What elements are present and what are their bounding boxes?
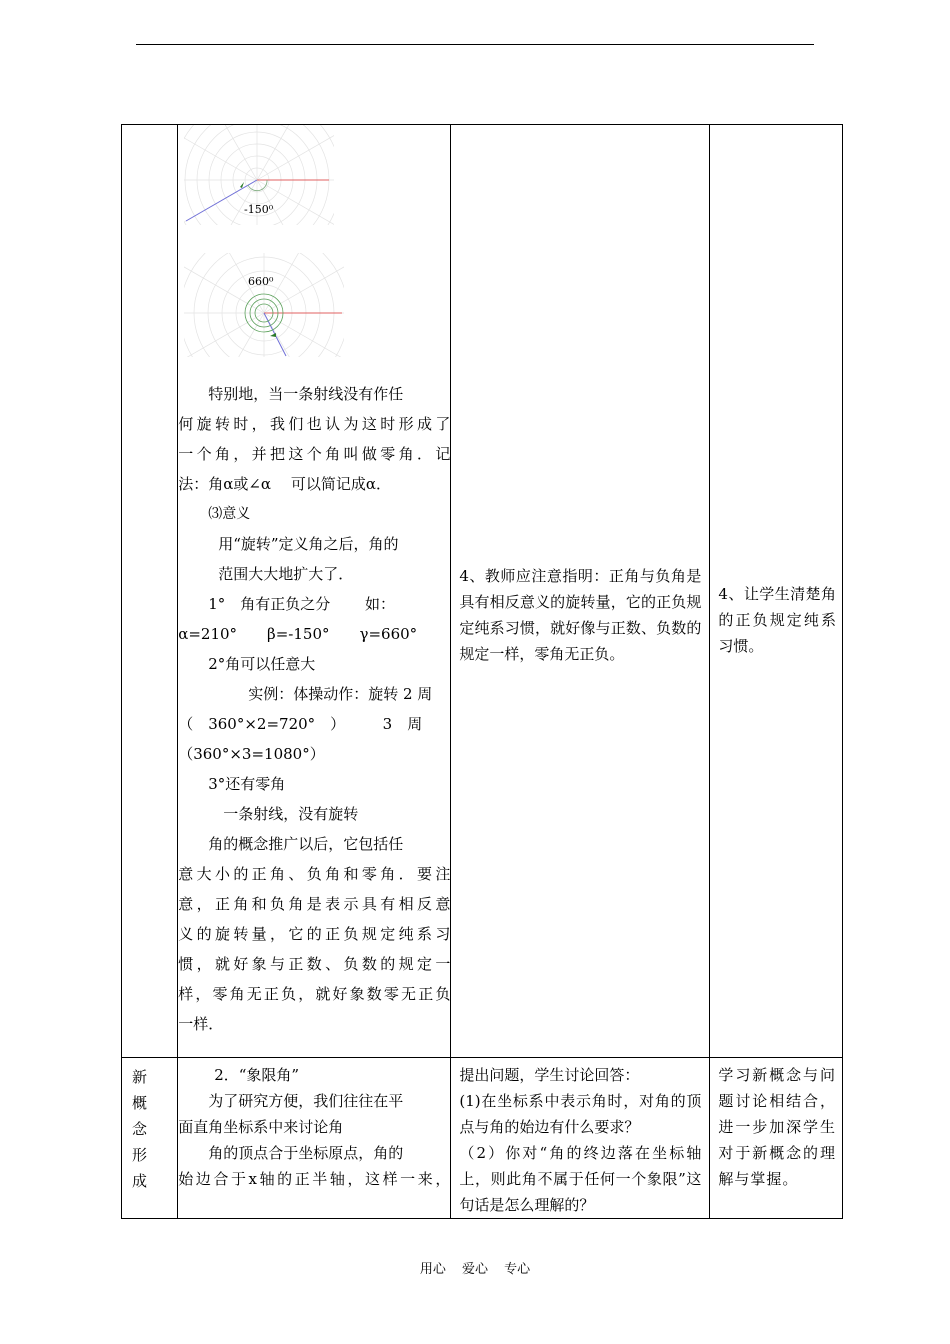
section-title: 2．“象限角”: [214, 1066, 300, 1084]
stage-cell: [122, 1058, 178, 1219]
stage-char: 成: [132, 1172, 148, 1190]
design-goal: 学习新概念与问题讨论相结合，进一步加深学生对于新概念的理解与掌握。: [718, 1066, 836, 1188]
point-2-calc-2: （360°×3=1080°）: [178, 745, 325, 763]
zero-angle-line-1: 特别地，当一条射线没有作任: [208, 385, 404, 403]
section-line-2: 面直角坐标系中来讨论角: [178, 1118, 344, 1136]
meaning-line-1: 用“旋转”定义角之后，角的: [218, 535, 399, 553]
page-footer: [0, 1258, 950, 1277]
point-1-line-2: α=210° β=-150° γ=660°: [178, 625, 418, 643]
activity-cell: [451, 1058, 710, 1219]
activity-question-1: (1)在坐标系中表示角时，对角的顶点与角的始边有什么要求？: [459, 1092, 702, 1136]
activity-question-2: （2）你对“角的终边落在坐标轴上，则此角不属于任何一个象限”这句话是怎么理解的？: [459, 1144, 702, 1214]
zero-angle-line-3: 一个角，并把这个角叫做零角．记: [178, 445, 451, 463]
stage-char: 形: [132, 1146, 148, 1164]
lesson-table: [121, 124, 843, 1219]
point-1-line-1: 1° 角有正负之分 如：: [208, 595, 396, 613]
meaning-title: ⑶意义: [208, 506, 251, 522]
point-3-text: 一条射线，没有旋转: [223, 805, 359, 823]
point-2-calc-1: （ 360°×2=720° ） 3 周: [178, 715, 423, 733]
activity-intro: 提出问题，学生讨论回答：: [459, 1066, 640, 1084]
content-cell: [178, 125, 451, 1058]
point-3: 3°还有零角: [208, 775, 286, 793]
stage-cell-empty: [122, 125, 178, 1058]
footer-word: 专心: [504, 1262, 531, 1277]
section-line-4: 始边合于x轴的正半轴，这样一来，: [178, 1170, 451, 1188]
summary-line-6: 样，零角无正负，就好象数零无正负: [178, 985, 451, 1003]
section-line-3: 角的顶点合于坐标原点，角的: [208, 1144, 404, 1162]
design-goal: 4、让学生清楚角的正负规定纯系习惯。: [718, 585, 836, 655]
goal-cell: [710, 1058, 843, 1219]
summary-line-5: 惯，就好象与正数、负数的规定一: [178, 955, 451, 973]
teacher-note-cell: [451, 125, 710, 1058]
footer-word: 爱心: [461, 1262, 488, 1277]
content-cell: [178, 1058, 451, 1219]
summary-line-7: 一样．: [178, 1015, 224, 1033]
point-2: 2°角可以任意大: [208, 655, 316, 673]
header-rule: [136, 44, 814, 45]
meaning-line-2: 范围大大地扩大了．: [218, 565, 354, 583]
angle-label-660: 660⁰: [248, 275, 274, 288]
stage-char: 念: [132, 1120, 148, 1138]
footer-word: 用心: [419, 1262, 446, 1277]
summary-line-2: 意大小的正角、负角和零角．要注: [178, 865, 451, 883]
point-2-example: 实例：体操动作：旋转 2 周: [248, 685, 433, 703]
goal-cell: [710, 125, 843, 1058]
zero-angle-line-4: 法：角α或∠α 可以简记成α．: [178, 475, 391, 493]
teacher-note: 4、教师应注意指明：正角与负角是具有相反意义的旋转量，它的正负规定纯系习惯，就好像与正数、负数的规定一样，零角无正负。: [459, 567, 702, 663]
summary-line-3: 意，正角和负角是表示具有相反意: [178, 895, 451, 913]
stage-char: 概: [132, 1094, 148, 1112]
table-row: [122, 125, 843, 1058]
stage-char: 新: [132, 1068, 148, 1086]
summary-line-4: 义的旋转量，它的正负规定纯系习: [178, 925, 451, 943]
zero-angle-line-2: 何旋转时，我们也认为这时形成了: [178, 415, 451, 433]
angle-figure-660: [184, 253, 344, 357]
table-row: [122, 1058, 843, 1219]
angle-figure-negative: [184, 125, 334, 225]
angle-label-negative: -150⁰: [244, 203, 274, 216]
summary-line-1: 角的概念推广以后，它包括任: [208, 835, 404, 853]
section-line-1: 为了研究方便，我们往往在平: [208, 1092, 404, 1110]
